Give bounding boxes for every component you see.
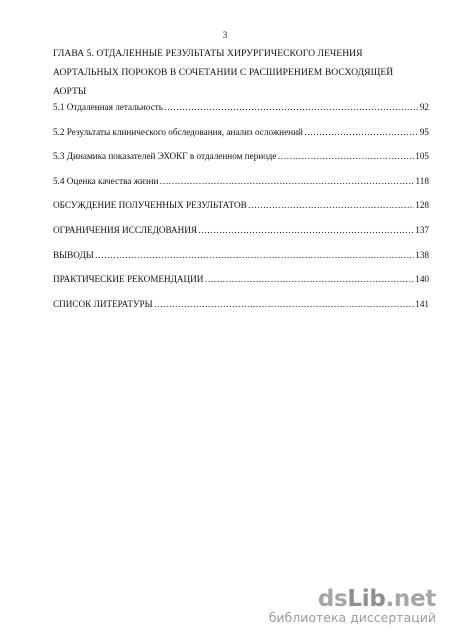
toc-entry[interactable] [53,299,429,324]
toc-entry[interactable] [53,176,429,201]
chapter-title-line: АОРТАЛЬНЫХ ПОРОКОВ В СОЧЕТАНИИ С РАСШИРЕНИЕМ ВОСХОДЯЩЕЙ [53,67,394,78]
toc-dot-leader [159,176,414,186]
logo-part-lib: Lib [347,586,386,612]
toc-entry-label: ВЫВОДЫ [53,249,94,260]
watermark-tagline: библиотека диссертаций [268,610,436,625]
toc-entry[interactable] [53,151,429,176]
toc-entry-label: 5.2 Результаты клинического обследования, анализ осложнений [53,126,303,137]
toc-entry[interactable] [53,225,429,250]
toc-entry-label: 5.4 Оценка качества жизни [53,175,159,186]
toc-entry-page: 105 [415,151,429,162]
toc-entry-label: ПРАКТИЧЕСКИЕ РЕКОМЕНДАЦИИ [53,274,204,285]
chapter-title-line: ГЛАВА 5. ОТДАЛЕННЫЕ РЕЗУЛЬТАТЫ ХИРУРГИЧЕСКОГО ЛЕЧЕНИЯ [53,48,363,59]
toc-dot-leader [277,151,414,161]
toc-dot-leader [198,225,414,235]
toc-entry-label: 5.3 Динамика показателей ЭХОКГ в отдаленном периоде [53,151,277,162]
toc-entry[interactable] [53,250,429,275]
logo-part-ds: ds [317,586,348,612]
chapter-title [53,44,413,101]
toc-entry-page: 138 [415,249,429,260]
toc-entry[interactable] [53,127,429,152]
toc-entry-label: ОБСУЖДЕНИЕ ПОЛУЧЕННЫХ РЕЗУЛЬТАТОВ [53,200,247,211]
toc-entry-label: ОГРАНИЧЕНИЯ ИССЛЕДОВАНИЯ [53,224,198,235]
toc-dot-leader [248,200,415,210]
toc-entry[interactable] [53,274,429,299]
toc-entry-page: 141 [415,298,429,309]
toc-entry-page: 118 [415,175,429,186]
table-of-contents [53,102,429,323]
toc-entry-label: СПИСОК ЛИТЕРАТУРЫ [53,298,153,309]
page-number: 3 [222,30,228,40]
toc-dot-leader [204,274,414,284]
chapter-title-line: АОРТЫ [53,86,87,97]
toc-entry-page: 140 [415,274,429,285]
toc-entry-page: 128 [415,200,429,211]
toc-entry-page: 92 [419,102,429,112]
toc-dot-leader [154,299,415,309]
toc-entry[interactable] [53,200,429,225]
toc-entry-label: 5.1 Отдаленная летальность [53,102,163,112]
toc-entry-page: 95 [419,126,429,137]
dslib-watermark [269,587,436,625]
toc-dot-leader [95,250,414,260]
toc-entry[interactable] [53,102,429,127]
toc-entry-page: 137 [415,224,429,235]
logo-part-net: .net [385,586,436,612]
toc-dot-leader [164,102,419,112]
dslib-logo [269,587,436,611]
toc-dot-leader [304,127,419,137]
